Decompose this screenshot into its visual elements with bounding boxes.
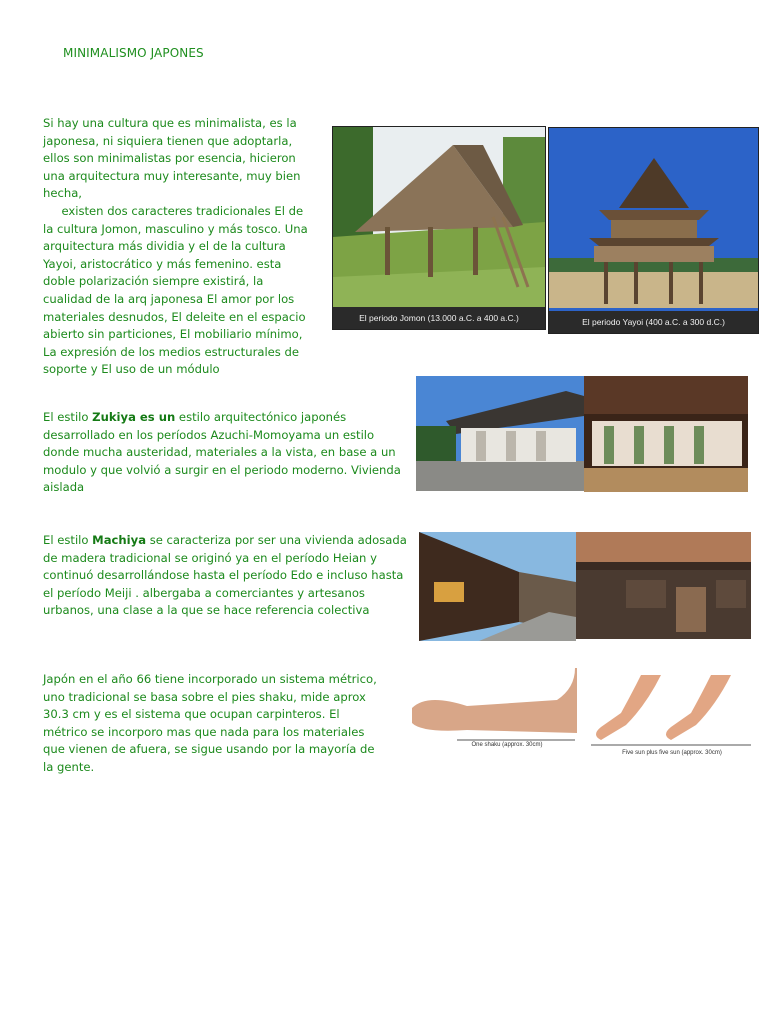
zukiya-text-pre: El estilo: [43, 410, 93, 424]
zukiya-exterior-image: [416, 376, 584, 491]
sun-hands-image: [586, 675, 758, 763]
yayoi-caption: El periodo Yayoi (400 a.C. a 300 d.C.): [549, 311, 758, 333]
machiya-bold: Machiya: [92, 533, 147, 547]
sun-caption: Five sun plus five sun (approx. 30cm): [622, 750, 722, 756]
jomon-house-image: [332, 126, 546, 330]
paragraph-zukiya: [43, 409, 408, 497]
paragraph-intro: [43, 115, 315, 379]
page-title: MINIMALISMO JAPONES: [63, 46, 204, 60]
zukiya-text-post: estilo arquitectónico japonés desarrollado en los períodos Azuchi-Momoyama un estilo donde mucha austeridad, materiales a la vista, en base a un modulo y que volvió a surgir en el periodo moderno. Vivienda aislada: [43, 410, 401, 495]
shaku-arm-image: [407, 668, 577, 763]
machiya-facade-image: [576, 532, 751, 639]
paragraph-shaku: Japón en el año 66 tiene incorporado un sistema métrico, uno tradicional se basa sobre el pies shaku, mide aprox 30.3 cm y es el sistema que ocupan carpinteros. El métrico se incorporo mas que nada para los materiales que vienen de afuera, se sigue usando por la mayoría de la gente.: [43, 672, 377, 774]
zukiya-interior-image: [584, 376, 748, 492]
intro-text-a: Si hay una cultura que es minimalista, es la japonesa, ni siquiera tienen que adoptarla, ellos son minimalistas por esencia, hicieron una arquitectura muy interesante, muy bien hecha,: [43, 116, 301, 201]
shaku-caption: One shaku (approx. 30cm): [471, 742, 543, 748]
intro-text-b: existen dos caracteres tradicionales El de la cultura Jomon, masculino y más tosco. Una arquitectura más dividia y el de la cultura Yayoi, aristocrático y más femenino. esta doble polarización siempre existirá, la cualidad de la arq japonesa El amor por los materiales desnudos, El deleite en el espacio abierto sin particiones, El mobiliario mínimo, La expresión de los medios estructurales de soporte y El uso de un módulo: [43, 203, 308, 377]
zukiya-bold: Zukiya es un: [92, 410, 176, 424]
paragraph-machiya: [43, 532, 409, 620]
jomon-caption: El periodo Jomon (13.000 a.C. a 400 a.C.): [333, 307, 545, 329]
yayoi-tower-image: [548, 127, 759, 334]
machiya-street-image: [419, 532, 576, 641]
machiya-text-pre: El estilo: [43, 533, 93, 547]
machiya-text-post: se caracteriza por ser una vivienda adosada de madera tradicional se originó ya en el período Heian y continuó desarrollándose hasta el período Edo e incluso hasta el período Meiji . albergaba a comerciantes y artesanos urbanos, una clase a la que se hace referencia colectiva: [43, 533, 407, 618]
